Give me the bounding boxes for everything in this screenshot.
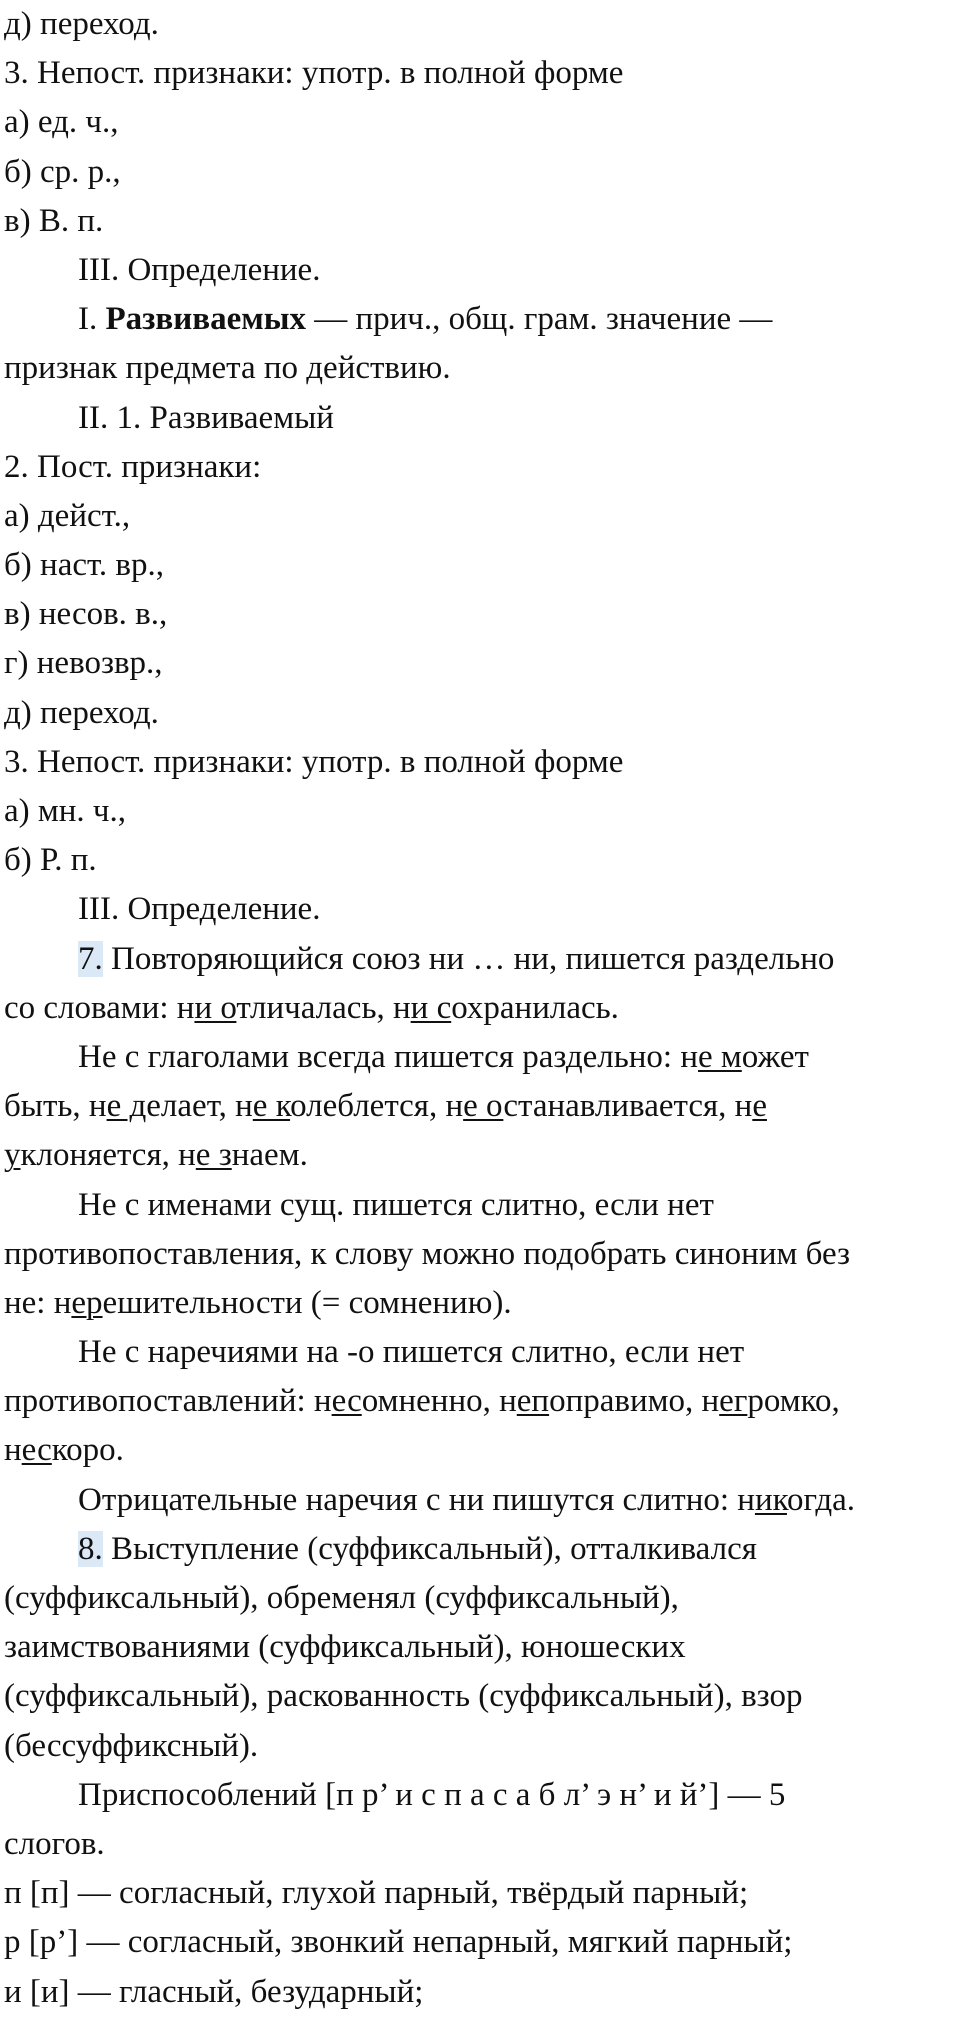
text-span: ромко, [747, 1383, 840, 1420]
text-span: — прич., общ. грам. значение — [305, 301, 773, 338]
underlined-text: е з [195, 1137, 232, 1174]
text-span: и [и] — гласный, безударный; [4, 1973, 424, 2010]
text-line [4, 885, 960, 934]
text-span: 3. Непост. признаки: употр. в полной форме [4, 743, 624, 780]
text-span: противопоставления, к слову можно подобрать синоним без [4, 1235, 851, 1272]
text-line [4, 197, 960, 246]
text-line [4, 49, 960, 98]
text-span: р [р’] — согласный, звонкий непарный, мягкий парный; [4, 1924, 793, 1961]
underlined-text: е [752, 1088, 767, 1125]
text-span: оправимо, н [549, 1383, 720, 1420]
text-line [4, 1820, 960, 1869]
text-line [4, 344, 960, 393]
text-span: б) Р. п. [4, 842, 97, 879]
text-span: Повторяющийся союз ни … ни, пишется раздельно [102, 940, 835, 977]
underlined-text: ег [719, 1383, 748, 1420]
text-span: а) дейст., [4, 497, 131, 534]
task-number: 7. [78, 940, 103, 977]
text-span: н [4, 1432, 22, 1469]
text-span: д) переход. [4, 694, 159, 731]
text-line [4, 738, 960, 787]
underlined-text: е д [106, 1088, 147, 1125]
text-span: а) ед. ч., [4, 104, 119, 141]
text-span: слогов. [4, 1825, 105, 1862]
text-span: Не с именами сущ. пишется слитно, если нет [78, 1186, 714, 1223]
text-span: ожет [741, 1038, 809, 1075]
underlined-text: ер [71, 1284, 103, 1321]
text-line [4, 1722, 960, 1771]
text-span: п [п] — согласный, глухой парный, твёрдый парный; [4, 1875, 749, 1912]
text-span: I. [78, 301, 106, 338]
text-line [4, 1279, 960, 1328]
text-line [4, 443, 960, 492]
text-span: елает, н [146, 1088, 253, 1125]
text-span: (суффиксальный), раскованность (суффиксальный), взор [4, 1678, 803, 1715]
text-line [4, 935, 960, 984]
underlined-text: еп [516, 1383, 550, 1420]
text-line [4, 1771, 960, 1820]
text-span: Не с наречиями на -о пишется слитно, если нет [78, 1334, 745, 1371]
text-span: III. Определение. [78, 251, 321, 288]
underlined-text: е м [698, 1038, 742, 1075]
text-line [4, 1672, 960, 1721]
underlined-text: и с [410, 989, 452, 1026]
text-span: III. Определение. [78, 891, 321, 928]
text-line [4, 639, 960, 688]
text-line [4, 0, 960, 49]
text-span: в) В. п. [4, 202, 104, 239]
text-span: станавливается, н [503, 1088, 753, 1125]
text-line [4, 1131, 960, 1180]
underlined-text: ес [21, 1432, 52, 1469]
text-span: в) несов. в., [4, 596, 168, 633]
underlined-text: ик [754, 1481, 787, 1518]
text-line [4, 394, 960, 443]
text-span: д) переход. [4, 6, 159, 42]
text-span: заимствованиями (суффиксальный), юношеских [4, 1629, 686, 1666]
text-line [4, 1525, 960, 1574]
underlined-text: ес [331, 1383, 362, 1420]
text-line [4, 1181, 960, 1230]
text-line [4, 148, 960, 197]
text-line [4, 1082, 960, 1131]
text-span: омненно, н [361, 1383, 517, 1420]
text-span: коро. [51, 1432, 124, 1469]
text-line [4, 590, 960, 639]
text-line [4, 984, 960, 1033]
text-span: (бессуффиксный). [4, 1727, 259, 1764]
text-span: Не с глаголами всегда пишется раздельно: н [78, 1038, 699, 1075]
underlined-text: у [4, 1137, 21, 1174]
text-line [4, 1869, 960, 1918]
text-line [4, 492, 960, 541]
text-line [4, 541, 960, 590]
text-span: охранилась. [451, 989, 619, 1026]
text-span: огда. [786, 1481, 856, 1518]
text-span: Отрицательные наречия с ни пишутся слитно: н [78, 1481, 755, 1518]
text-line [4, 1426, 960, 1475]
text-span: б) наст. вр., [4, 547, 165, 584]
text-line [4, 98, 960, 147]
task-number: 8. [78, 1530, 103, 1567]
text-line [4, 295, 960, 344]
text-span: не: н [4, 1284, 72, 1321]
text-line [4, 689, 960, 738]
text-line [4, 1230, 960, 1279]
text-line [4, 1574, 960, 1623]
text-line [4, 1623, 960, 1672]
text-span: Выступление (суффиксальный), отталкивался [102, 1530, 757, 1567]
text-line [4, 1968, 960, 2017]
underlined-text: е к [252, 1088, 291, 1125]
text-span: наем. [231, 1137, 308, 1174]
text-span: а) мн. ч., [4, 793, 127, 829]
text-span: II. 1. Развиваемый [78, 399, 334, 436]
text-span: быть, н [4, 1088, 107, 1125]
text-span: г) невозвр., [4, 645, 163, 682]
underlined-text: и о [194, 989, 237, 1026]
text-span: тличалась, н [236, 989, 411, 1026]
text-span: противопоставлений: н [4, 1383, 332, 1420]
text-line [4, 1033, 960, 1082]
text-line [4, 1918, 960, 1967]
bold-text: Развиваемых [105, 301, 306, 338]
text-span: со словами: н [4, 989, 195, 1026]
text-span: (суффиксальный), обременял (суффиксальный), [4, 1580, 679, 1616]
underlined-text: е о [463, 1088, 504, 1125]
text-span: б) ср. р., [4, 153, 121, 190]
text-span: олеблется, н [290, 1088, 464, 1125]
text-span: ешительности (= сомнению). [102, 1284, 512, 1321]
text-span: 3. Непост. признаки: употр. в полной форме [4, 55, 624, 92]
text-line [4, 246, 960, 295]
text-line [4, 787, 960, 836]
text-span: Приспособлений [п р’ и с п а с а б л’ э н’ и й’] — 5 [78, 1776, 786, 1813]
text-span: признак предмета по действию. [4, 350, 451, 387]
text-span: 2. Пост. признаки: [4, 448, 262, 485]
text-line [4, 1328, 960, 1377]
text-line [4, 1377, 960, 1426]
text-line [4, 836, 960, 885]
text-span: клоняется, н [20, 1137, 196, 1174]
text-line [4, 1476, 960, 1525]
